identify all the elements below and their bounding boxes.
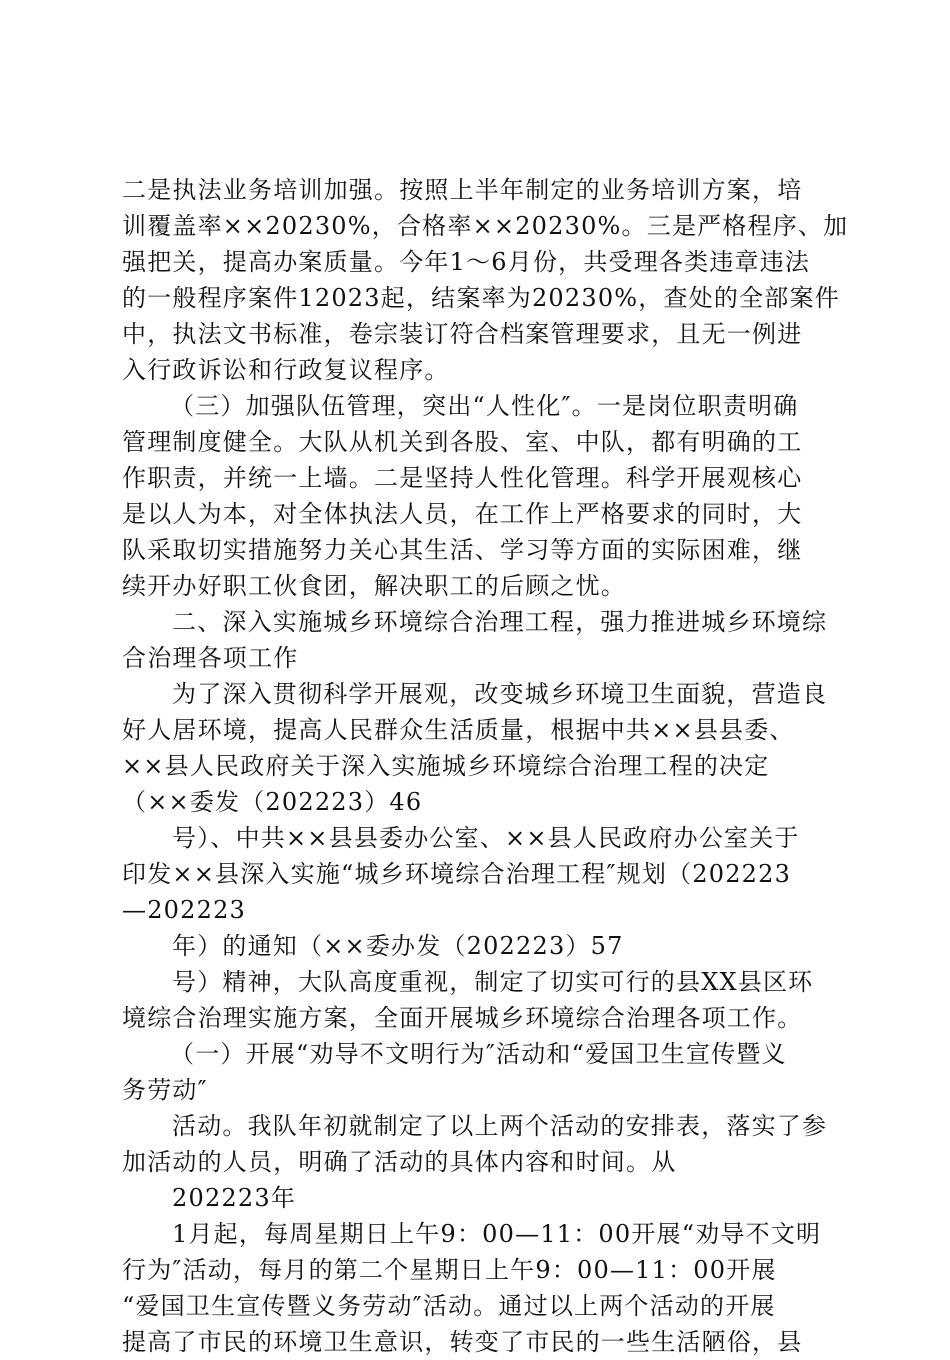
text-line: 活动。我队年初就制定了以上两个活动的安排表，落实了参 bbox=[172, 1112, 828, 1140]
text-line: 入行政诉讼和行政复议程序。 bbox=[122, 356, 450, 384]
text-line: 为了深入贯彻科学开展观，改变城乡环境卫生面貌，营造良 bbox=[172, 680, 828, 708]
text-line: 的一般程序案件12023起，结案率为20230%，查处的全部案件 bbox=[122, 284, 840, 312]
text-line: 年）的通知（××委办发（202223）57 bbox=[172, 932, 624, 960]
text-line: 号）、中共××县县委办公室、××县人民政府办公室关于 bbox=[172, 824, 800, 852]
text-line: “爱国卫生宣传暨义务劳动″活动。通过以上两个活动的开展 bbox=[122, 1292, 776, 1320]
text-line: 务劳动″ bbox=[122, 1076, 208, 1104]
text-line: （三）加强队伍管理，突出“人性化″。一是岗位职责明确 bbox=[170, 392, 799, 420]
text-line: 二、深入实施城乡环境综合治理工程，强力推进城乡环境综 bbox=[172, 608, 828, 636]
text-line: 是以人为本，对全体执法人员，在工作上严格要求的同时，大 bbox=[122, 500, 803, 528]
text-line: 提高了市民的环境卫生意识，转变了市民的一些生活陋俗，县 bbox=[122, 1328, 803, 1356]
text-line: （××委发（202223）46 bbox=[122, 788, 423, 816]
text-line: （一）开展“劝导不文明行为″活动和“爱国卫生宣传暨义 bbox=[170, 1040, 787, 1068]
text-line: 号）精神，大队高度重视，制定了切实可行的县XX县区环 bbox=[172, 968, 814, 996]
text-line: ××县人民政府关于深入实施城乡环境综合治理工程的决定 bbox=[122, 752, 770, 780]
text-line: 管理制度健全。大队从机关到各股、室、中队，都有明确的工 bbox=[122, 428, 803, 456]
text-line: 二是执法业务培训加强。按照上半年制定的业务培训方案，培 bbox=[122, 176, 803, 204]
text-line: 印发××县深入实施“城乡环境综合治理工程″规划（202223 bbox=[122, 860, 792, 888]
text-line: 续开办好职工伙食团，解决职工的后顾之忧。 bbox=[122, 572, 626, 600]
text-line: 境综合治理实施方案，全面开展城乡环境综合治理各项工作。 bbox=[122, 1004, 803, 1032]
text-line: 行为″活动，每月的第二个星期日上午9：00—11：00开展 bbox=[122, 1256, 777, 1284]
text-line: 202223年 bbox=[172, 1184, 297, 1212]
text-line: 中，执法文书标准，卷宗装订符合档案管理要求，且无一例进 bbox=[122, 320, 803, 348]
text-line: 合治理各项工作 bbox=[122, 644, 299, 672]
text-line: 1月起，每周星期日上午9：00—11：00开展“劝导不文明 bbox=[172, 1220, 822, 1248]
text-line: 训覆盖率××20230%，合格率××20230%。三是严格程序、加 bbox=[122, 212, 849, 240]
text-line: 强把关，提高办案质量。今年1～6月份，共受理各类违章违法 bbox=[122, 248, 811, 276]
text-line: 加活动的人员，明确了活动的具体内容和时间。从 bbox=[122, 1148, 677, 1176]
text-line: 好人居环境，提高人民群众生活质量，根据中共××县县委、 bbox=[122, 716, 795, 744]
text-line: —202223 bbox=[122, 896, 247, 924]
text-line: 队采取切实措施努力关心其生活、学习等方面的实际困难，继 bbox=[122, 536, 803, 564]
text-line: 作职责，并统一上墙。二是坚持人性化管理。科学开展观核心 bbox=[122, 464, 803, 492]
